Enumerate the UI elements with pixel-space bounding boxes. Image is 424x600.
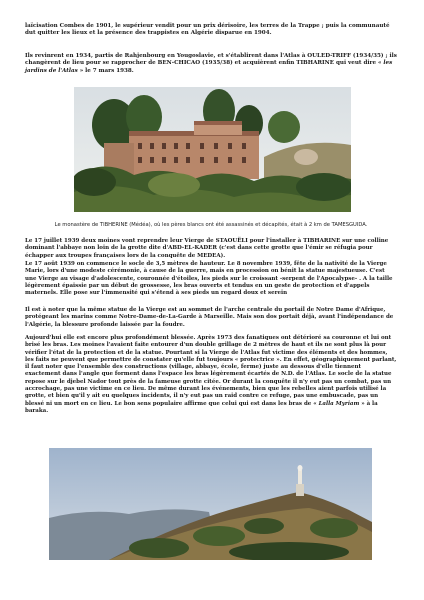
monastery-photo xyxy=(74,87,351,212)
paragraph-1: laïcisation Combes de 1901, le supérieur vendit pour un prix dérisoire, les terres de la Trappe ; puis la communauté dut quitter les lieux et la présence des trappistes en Algérie disparue en 1904. xyxy=(25,23,390,37)
paragraph-6-emphasis: Lalla Myriam xyxy=(318,400,360,407)
photo-caption: Le monastère de TIBHERINE (Médéa), où les pères blancs ont été assassinés et décapités, était à 2 km de TAMESGUIDA. xyxy=(54,222,368,228)
statue-hill-photo xyxy=(49,448,372,560)
paragraph-6-text-a: Aujourd'hui elle est encore plus profondément blessée. Après 1973 des fanatiques ont détérioré sa couronne et lui ont brisé les bras. Les moines l'avaient faite entourer d'un double grillage de 2 mètres de haut et ils ne sont plus là pour vérifier l'état de la protection et de la statue. Pourtant si la Vierge de l'Atlas fut victime des éléments et des hommes, les faits ne peuvent que permettre de constater qu'elle fut toujours « protectrice ». En effet, géographiquement parlant, il faut noter que l'ensemble des constructions (village, abbaye, école, ferme) juste au dessous d'elle tiennent exactement dans l'angle que forment dans l'espace les bras légèrement écartés de N.D. de l'Atlas. Le socle de la statue repose sur le djebel Nador tout près de la fameuse grotte citée. Or durant la conquête il n'y eut pas un combat, pas un accrochage, pas une victime en ce lieu. De même durant les événements, bien que les rebelles aient parfois utilisé la grotte, et bien qu'il y ait eu quelques incidents, il n'y eut pas un raid contre ce refuge, pas une embuscade, pas un blessé ni un mort en ce lieu. Le bon sens populaire affirme que celui qui est dans les bras de « xyxy=(25,335,397,407)
paragraph-3: Le 17 juillet 1939 deux moines vont reprendre leur Vierge de STAOUËLI pour l'installer à TIBHARINE sur une colline dominant l'abbaye non loin de la grotte dite d'ABD-EL-KADER (c'est dans cette grotte que l'émir se réfugia pour échapper aux troupes françaises lors de la conquête de MEDEA). xyxy=(25,238,389,259)
paragraph-2 xyxy=(25,53,397,75)
paragraph-6 xyxy=(25,335,397,415)
paragraph-6-text-b: » à la baraka. xyxy=(25,400,378,414)
paragraph-5: Il est à noter que la même statue de la Vierge est au sommet de l'arche centrale du portail de Notre Dame d'Afrique, protégeant les marins comme Notre-Dame-de-La-Garde à Marseille. Mais son dos portait déjà, avant l'indépendance de l'Algérie, la blessure profonde laissée par la foudre. xyxy=(25,307,394,328)
paragraph-2-emphasis: les jardins de l'Atlas xyxy=(25,60,393,74)
paragraph-2-text-b: » le 7 mars 1938. xyxy=(77,67,134,74)
paragraph-4: Le 17 août 1939 on commence le socle de 3,5 mètres de hauteur. Le 8 novembre 1939, fête de la nativité de la Vierge Marie, lors d'une modeste cérémonie, à cause de la guerre, mais en procession on bénit la statue majestueuse. C'est une Vierge au visage d'adolescente, couronnée d'étoiles, les pieds sur le croissant -serpent de l'Apocalypse- . A la taille légèrement épaissie par un début de grossesse, les bras ouverts et tendus en un geste de protection et d'appels maternels. Elle pose sur l'immensité qui s'étend à ses pieds un regard doux et serein xyxy=(25,261,393,297)
paragraph-2-text-a: Ils revinrent en 1934, partis de Rahjenbourg en Yougoslavie, et s'établirent dans l'Atlas à OULED-TRIFF (1934/35) ; ils changèrent de lieu pour se rapprocher de BEN-CHICAO (1935/38) et acquièrent enfin TIBHARINE qui veut dire « xyxy=(25,53,397,67)
